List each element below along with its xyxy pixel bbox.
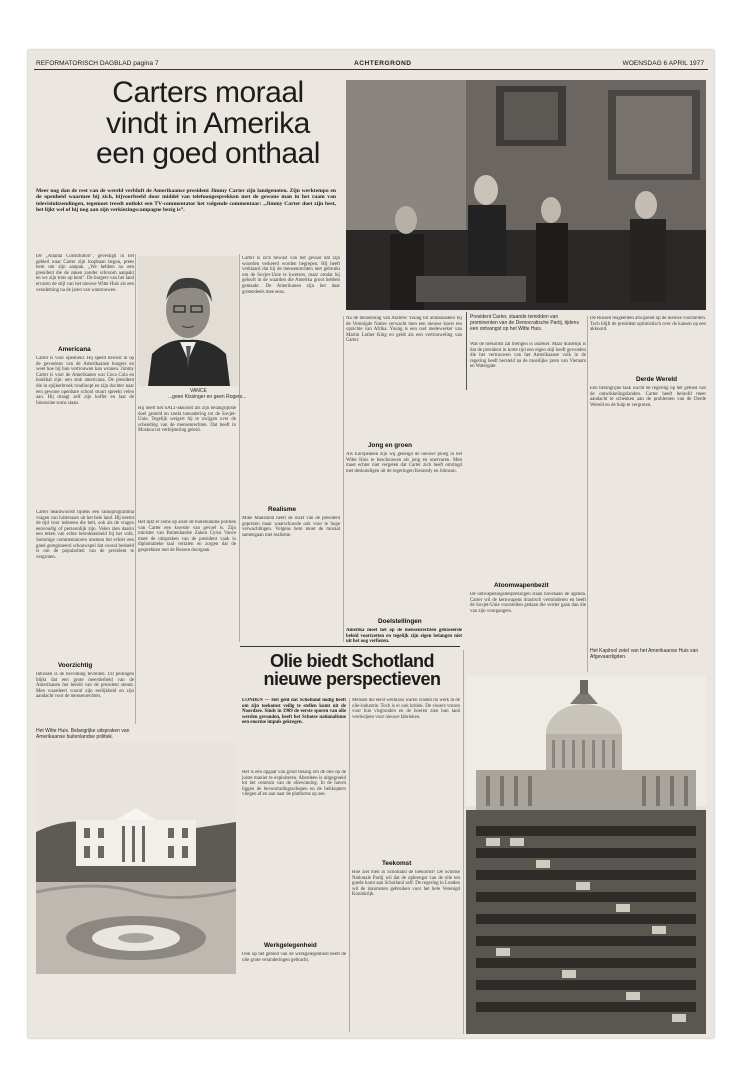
article-column-text: Hij heeft het SALT-akkoord als zijn belangrijkste doel gesteld en zoekt toenadering tot de Sovjet-Unie. Tegelijk weigert hij te zwijgen over de schending van de mensenrechten. Dat heeft in Moskou tot verbijstering geleid. (138, 406, 236, 434)
article-column-text: Amerika moet het op de mensenrechten gebaseerde beleid voortzetten en tegelijk zijn eigen belangen niet uit het oog verliezen. (346, 628, 462, 645)
column-rule (343, 316, 344, 642)
carter-reception-photo (346, 80, 706, 310)
column-rule (349, 698, 350, 1032)
headline-line: vindt in Amerika (106, 106, 310, 140)
article-column-text: Carter is voor openheid. Hij speelt bewust in op de gevoelens van de Amerikaanse burgers en weet hoe hij hun vertrouwen kan winnen. Jimmy Carter is voor de Amerikanen wat Coca Cola en honkbal zijn: een stuk americana. De president die in spijkerbroek rondloopt en zijn dochter naar een gewone openbare school stuurt spreekt velen aan. Hij draagt zelf zijn koffer en laat de limousine soms staan. (36, 356, 134, 406)
headline-line: Carters moraal (112, 76, 304, 109)
subheading-werkgelegenheid: Werkgelegenheid (264, 942, 317, 949)
article-column-text: Als Europeanen zijn wij geneigd de nieuwe ploeg in het Witte Huis te beschouwen als jong en onervaren. Men moet echter niet vergeten dat Carter zich heeft omringd met deskundigen uit de regeringen Kennedy en Johnson. (346, 452, 462, 474)
vance-photo (138, 256, 238, 386)
page-header-left: REFORMATORISCH DAGBLAD pagina 7 (36, 60, 159, 67)
headline-line: nieuwe perspectieven (263, 669, 441, 690)
article-column-text: Een belangrijke taak wacht de regering op het gebied van de ontwikkelingslanden. Carter heeft beloofd meer aandacht te schenken aan de problemen van de Derde Wereld en de hulp te vergroten. (590, 386, 706, 408)
column-rule (587, 316, 588, 672)
column-rule (463, 650, 464, 1034)
article-column-text: Na de benoeming van Andrew Young tot ambassadeur bij de Verenigde Naties verwacht men een nieuwe koers ten opzichte van Afrika. Young is een oud medewerker van Martin Luther King en geldt als een vertrouweling van Carter. (346, 316, 462, 344)
page-header-date: WOENSDAG 6 APRIL 1977 (622, 60, 704, 67)
page-header-section: ACHTERGROND (354, 60, 412, 67)
headline-line: een goed onthaal (96, 137, 320, 171)
subheading-atoom: Atoomwapenbezit (494, 582, 549, 589)
photo-caption-whitehouse: Het Witte Huis. Belangrijke uitspraken van Amerikaanse buitenlandse politiek. (36, 728, 130, 740)
photo-caption-name: VANCE (190, 388, 207, 394)
white-house-photo (36, 742, 236, 974)
article-column-text: De Russen reageerden afwijzend op de nieuwe voorstellen. Toch blijft de president optimistisch over de kansen op een akkoord. (590, 316, 706, 333)
article-column-text: Wat de toekomst zal brengen is onzeker. Maar duidelijk is dat de president in korte tijd een eigen stijl heeft gevonden die het vertrouwen van het Amerikaanse volk in de regering heeft hersteld na de moeilijke jaren van Vietnam en Watergate. (470, 342, 586, 370)
subheading-derde: Derde Wereld (636, 376, 678, 383)
subheading-doelstellingen: Doelstellingen (378, 618, 422, 625)
article-column-text: Het lijkt er soms op alsof de buitenlandse politiek van Carter een kwestie van gevoel is. Zijn minister van Buitenlandse Zaken Cyrus Vance moet de uitspraken van de president vaak in diplomatieke taal vertalen en zorgen dat de gesprekken met de Russen doorgaan. (138, 520, 236, 553)
article-column-text: Het is een opgaaf van groot belang om de olie op de juiste manier te exploiteren. Aberdeen is uitgegroeid tot het centrum van de oliewinning. In de haven liggen de bevoorradingsschepen en de helikopters vliegen af en aan naar de platforms op zee. (242, 770, 346, 798)
photo-caption-capitol: Het Kapitool zetel van het Amerikaanse Huis van Afgevaardigden. (590, 648, 699, 660)
photo-caption-reception: President Carter, staande temidden van prominenten van de Democratische Partij, tijdens een ontvangst op het Witte Huis. (470, 314, 579, 332)
article-lead: LONDEN — Het geld dat Schotland nodig heeft om zijn toekomst veilig te stellen komt uit de Noordzee. Sinds in 1969 de eerste sporen van olie werden gevonden, heeft het Schotse nationalisme een enorme impuls gekregen. (242, 698, 346, 726)
column-rule (135, 254, 136, 724)
subheading-voorzichtig: Voorzichtig (58, 662, 93, 669)
article-lead: Meer nog dan de rest van de wereld verbluft de Amerikaanse president Jimmy Carter zijn landgenoten. Zijn werktempo en de openheid waarmee hij zich, bijvoorbeeld door middel van telefoongesprekken met de gewone man in het raam van televisiuitzendingen, tegemoet treedt ontlokt een TV-commentator het volgende commentaar: „Jimmy Carter doet zijn best, het lijkt wel of hij nog aan zijn verkiezingscampagne bezig is”. (36, 188, 336, 214)
article-divider (240, 646, 460, 647)
article-column-text: Mike Mansfield heeft de inzet van de president geprezen maar waarschuwde ook voor te hoge verwachtingen. Volgens hem moet de moraal samengaan met realisme. (242, 516, 340, 538)
header-rule (34, 69, 708, 70)
headline-schotland (244, 652, 460, 689)
photo-caption-sub: ...geen Kissinger en geen Rogers... (168, 394, 247, 400)
article-column-text: Ook op het gebied van de werkgelegenheid heeft de olie grote veranderingen gebracht. (242, 952, 346, 963)
article-column-text: Carter is zich bewust van het gevaar dat zijn woorden verkeerd worden begrepen. Hij heeft verklaard dat hij de mensenrechten niet gebruikt om de Sovjet-Unie te kwetsen, maar omdat hij gelooft in de waarden die Amerika groot hebben gemaakt. De Amerikanen zijn het daar grotendeels mee eens. (242, 256, 340, 295)
subheading-jong: Jong en groen (368, 442, 413, 449)
subheading-realisme: Realisme (268, 506, 297, 513)
column-rule (466, 312, 467, 390)
subheading-americana: Americana (58, 346, 91, 353)
article-column-text: Mensen die eerst werkloos waren vinden nu werk in de olie-industrie. Toch is er ook kritiek. De vissers vrezen voor hun visgronden en de boeren zien hun land verdwijnen voor nieuwe fabrieken. (352, 698, 460, 720)
subheading-teekomst: Teekomst (382, 860, 412, 867)
column-rule (239, 254, 240, 642)
article-column-text: Hoe ziet men in Schotland de toekomst? De Schotse Nationale Partij wil dat de opbrengst van de olie ten goede komt aan Schotland zelf. De regering in Londen wil de inkomsten gebruiken voor het hele Verenigd Koninkrijk. (352, 870, 460, 898)
headline-line: Olie biedt Schotland (269, 651, 434, 671)
article-column-text: De „Atlanta Constitution”, gevestigd in het gebied waar Carter zijn loopbaan begon, prees hem om zijn aanpak. „We hebben nu een president die de zaken zonder schroom aanpakt en we zijn trots op hem”. De burgers van het land ervaren de stijl van het nieuwe Witte Huis als een verademing na de jaren van wantrouwen. (36, 254, 134, 293)
headline-carter (68, 78, 348, 170)
article-column-text: Carter beantwoordt tijdens een radioprogramma vragen van luisteraars uit het hele land. Hij neemt de tijd voor iedereen die belt, ook als de vragen eenvoudig of persoonlijk zijn. Velen zien daarin een teken van echte betrokkenheid bij het volk. Sommige commentatoren noemen het echter een goed geregisseerd schouwspel dat vooral bedoeld is om de populariteit van de president te vergroten. (36, 510, 134, 560)
capitol-photo (466, 676, 706, 1034)
article-column-text: Intussen is de bevolking tevreden. Uit peilingen blijkt dat een grote meerderheid van de Amerikanen het beleid van de president steunt. Men waardeert vooral zijn eerlijkheid en zijn aandacht voor de mensenrechten. (36, 672, 134, 700)
newspaper-page (28, 50, 714, 1038)
article-column-text: De ontwapeningsbesprekingen staan bovenaan de agenda. Carter wil de kernwapens drastisch verminderen en heeft de Sovjet-Unie voorstellen gedaan die verder gaan dan die van zijn voorgangers. (470, 592, 586, 614)
